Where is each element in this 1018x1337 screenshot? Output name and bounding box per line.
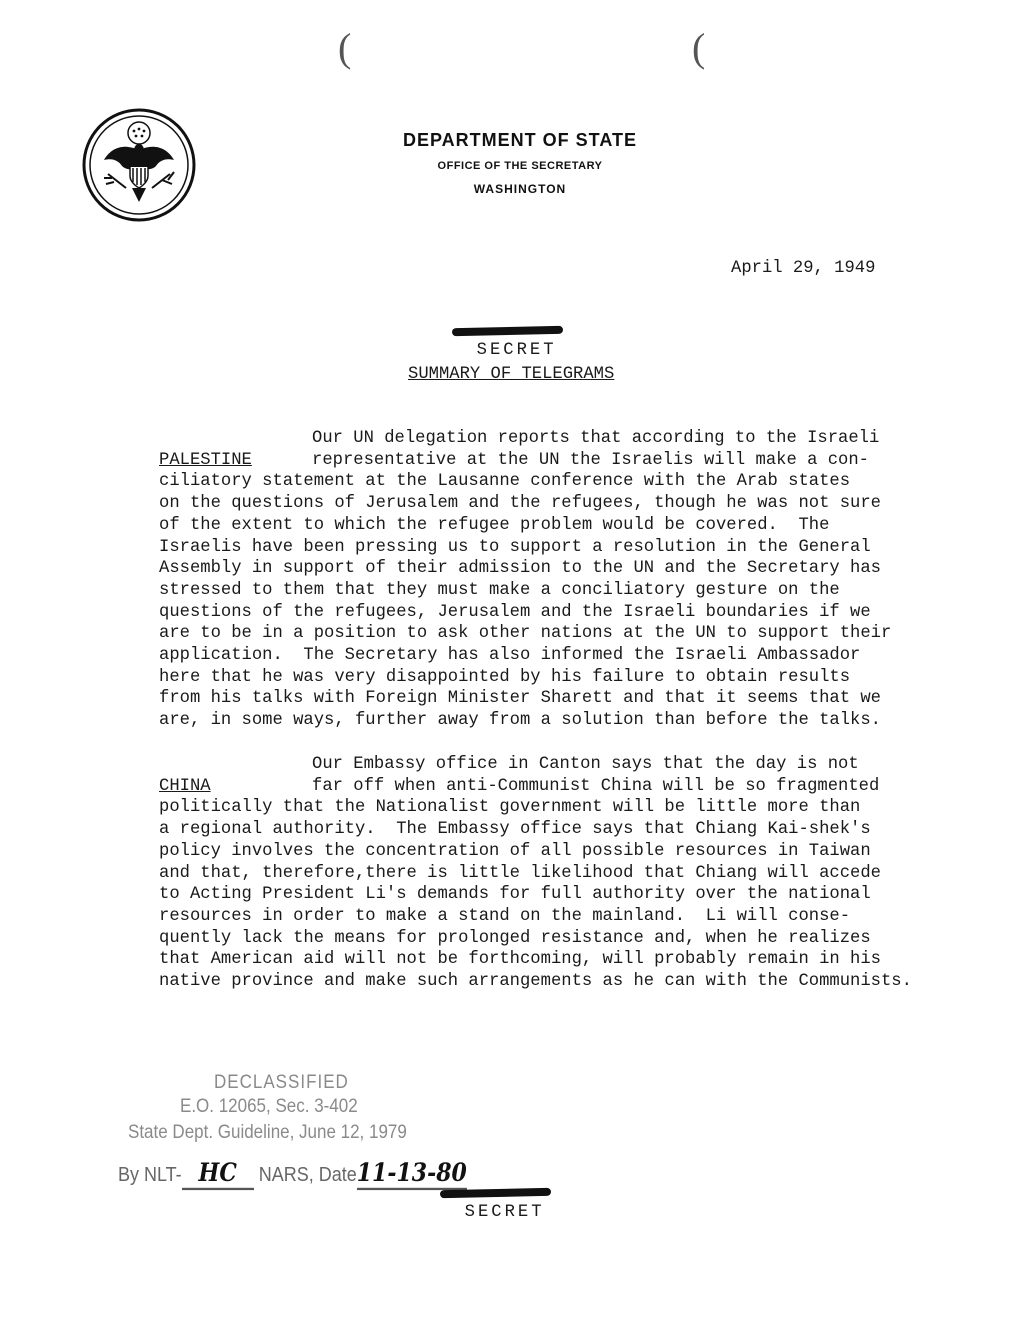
section-china [159,754,912,1014]
city-heading: WASHINGTON [473,182,567,196]
section-label: PALESTINE [159,450,252,470]
text-line: resources in order to make a stand on the mainland. Li will conse- [159,906,851,926]
text-line: from his talks with Foreign Minister Sharett and that it seems that we [159,689,881,709]
text-line: stressed to them that they must make a conciliatory gesture on the [159,580,840,600]
reviewer-initials: HC [182,1158,254,1190]
text-line: to Acting President Li's demands for full authority over the national [159,885,871,905]
text-line: Israelis have been pressing us to support a resolution in the General [159,537,871,557]
text-line: Assembly in support of their admission to the UN and the Secretary has [159,559,881,579]
text-line: that American aid will not be forthcoming, will probably remain in his [159,950,881,970]
classification-label: SECRET [476,340,557,360]
margin-mark: ( [692,25,706,70]
declassification-date: 11-13-80 [357,1158,467,1190]
state-department-seal-icon [82,108,196,222]
classification-label: SECRET [464,1202,545,1222]
text-line: here that he was very disappointed by his failure to obtain results [159,667,851,687]
redaction-strike [452,326,563,336]
office-heading: OFFICE OF THE SECRETARY [437,160,603,172]
text-line: politically that the Nationalist government will be little more than [159,798,861,818]
text-line: application. The Secretary has also informed the Israeli Ambassador [159,646,861,665]
classification-bottom [444,1180,545,1245]
section-palestine [159,428,892,754]
declassification-guideline: State Dept. Guideline, June 12, 1979 [128,1120,407,1143]
text-line: far off when anti-Communist China will be so fragmented [312,776,880,796]
text-line: ciliatory statement at the Lausanne conference with the Arab states [159,472,851,492]
text-line: are, in some ways, further away from a solution than before the talks. [159,711,881,731]
text-line: quently lack the means for prolonged resistance and, when he realizes [159,928,871,948]
text-line: Our UN delegation reports that according to the Israeli [312,429,880,448]
by-label: By NLT- [118,1162,182,1186]
nars-label: NARS, Date [258,1162,357,1186]
text-line: native province and make such arrangements as he can with the Communists. [159,972,912,991]
text-line: are to be in a position to ask other nations at the UN to support their [159,624,892,644]
department-heading: DEPARTMENT OF STATE [403,130,637,150]
declassification-by-line [118,1158,467,1190]
text-line: policy involves the concentration of all possible resources in Taiwan [159,841,871,861]
document-date: April 29, 1949 [731,259,876,278]
text-line: questions of the refugees, Jerusalem and the Israeli boundaries if we [159,602,871,622]
margin-mark: ( [338,25,352,70]
redaction-strike [440,1188,551,1198]
text-line: representative at the UN the Israelis will make a con- [312,450,869,470]
text-line: a regional authority. The Embassy office says that Chiang Kai-shek's [159,820,871,840]
text-line: of the extent to which the refugee problem would be covered. The [159,515,830,535]
text-line: on the questions of Jerusalem and the refugees, though he was not sure [159,494,881,514]
section-label: CHINA [159,776,211,796]
declassified-stamp: DECLASSIFIED [214,1070,349,1093]
declassification-authority: E.O. 12065, Sec. 3-402 [180,1094,358,1117]
text-line: Our Embassy office in Canton says that the day is not [312,755,859,774]
text-line: and that, therefore,there is little likelihood that Chiang will accede [159,863,881,883]
document-title: SUMMARY OF TELEGRAMS [408,365,615,384]
